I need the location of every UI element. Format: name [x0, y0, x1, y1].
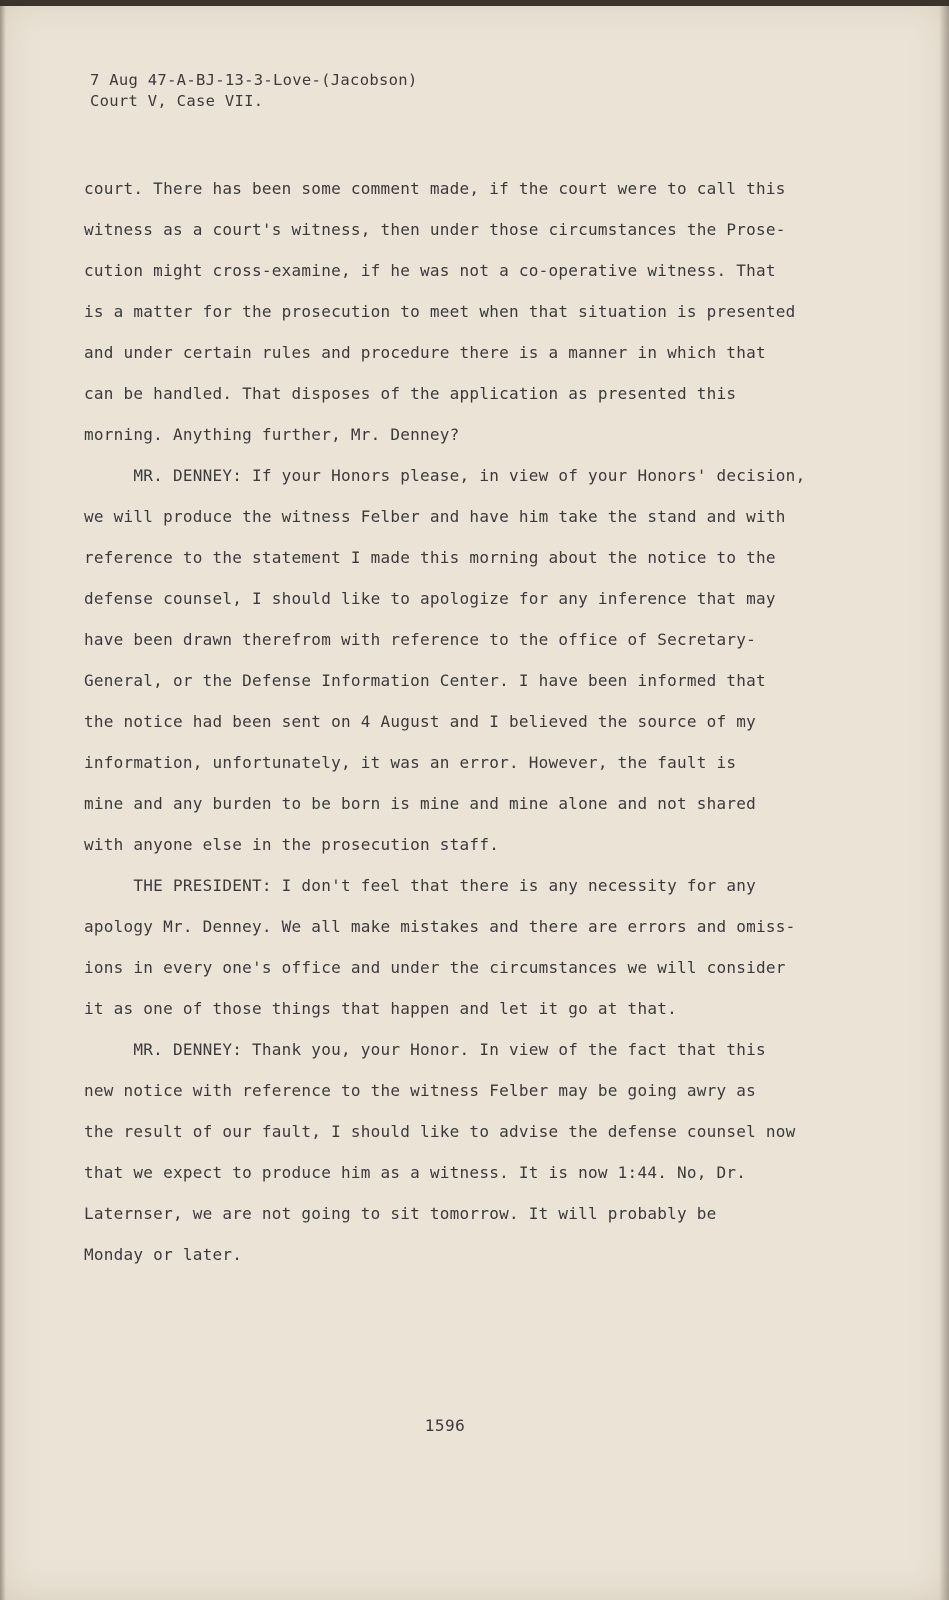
page-number: 1596	[424, 1416, 466, 1435]
text-line: that we expect to produce him as a witness. It is now 1:44. No, Dr.	[84, 1163, 747, 1182]
text-line: cution might cross-examine, if he was not a co-operative witness. That	[84, 261, 776, 280]
paragraph-president-statement	[84, 865, 854, 1029]
document-header	[90, 70, 417, 112]
paragraph-denney-statement	[84, 455, 854, 865]
text-line: apology Mr. Denney. We all make mistakes and there are errors and omiss-	[84, 917, 796, 936]
text-line: the result of our fault, I should like to advise the defense counsel now	[84, 1122, 796, 1141]
transcript-body	[84, 168, 854, 1275]
text-line: and under certain rules and procedure there is a manner in which that	[84, 343, 766, 362]
text-line: court. There has been some comment made, if the court were to call this	[84, 179, 786, 198]
text-line: can be handled. That disposes of the application as presented this	[84, 384, 737, 403]
paragraph-court-ruling	[84, 168, 854, 455]
text-line: with anyone else in the prosecution staff.	[84, 835, 500, 854]
text-line: defense counsel, I should like to apologize for any inference that may	[84, 589, 776, 608]
text-line: the notice had been sent on 4 August and I believed the source of my	[84, 712, 757, 731]
text-line: ions in every one's office and under the circumstances we will consider	[84, 958, 786, 977]
text-line: morning. Anything further, Mr. Denney?	[84, 425, 460, 444]
text-line: MR. DENNEY: If your Honors please, in view of your Honors' decision,	[84, 466, 806, 485]
text-line: mine and any burden to be born is mine and mine alone and not shared	[84, 794, 757, 813]
text-line: Laternser, we are not going to sit tomorrow. It will probably be	[84, 1204, 717, 1223]
text-line: is a matter for the prosecution to meet when that situation is presented	[84, 302, 796, 321]
text-line: reference to the statement I made this morning about the notice to the	[84, 548, 776, 567]
text-line: it as one of those things that happen and let it go at that.	[84, 999, 677, 1018]
text-line: we will produce the witness Felber and have him take the stand and with	[84, 507, 786, 526]
paragraph-denney-reply	[84, 1029, 854, 1275]
page-edge-shadow	[0, 0, 6, 1600]
text-line: THE PRESIDENT: I don't feel that there is any necessity for any	[84, 876, 757, 895]
text-line: witness as a court's witness, then under those circumstances the Prose-	[84, 220, 786, 239]
header-court-case: Court V, Case VII.	[90, 92, 264, 110]
text-line: MR. DENNEY: Thank you, your Honor. In view of the fact that this	[84, 1040, 766, 1059]
text-line: information, unfortunately, it was an error. However, the fault is	[84, 753, 737, 772]
text-line: have been drawn therefrom with reference to the office of Secretary-	[84, 630, 757, 649]
text-line: new notice with reference to the witness Felber may be going awry as	[84, 1081, 757, 1100]
text-line: General, or the Defense Information Center. I have been informed that	[84, 671, 766, 690]
text-line: Monday or later.	[84, 1245, 243, 1264]
header-case-reference: 7 Aug 47-A-BJ-13-3-Love-(Jacobson)	[90, 71, 418, 89]
